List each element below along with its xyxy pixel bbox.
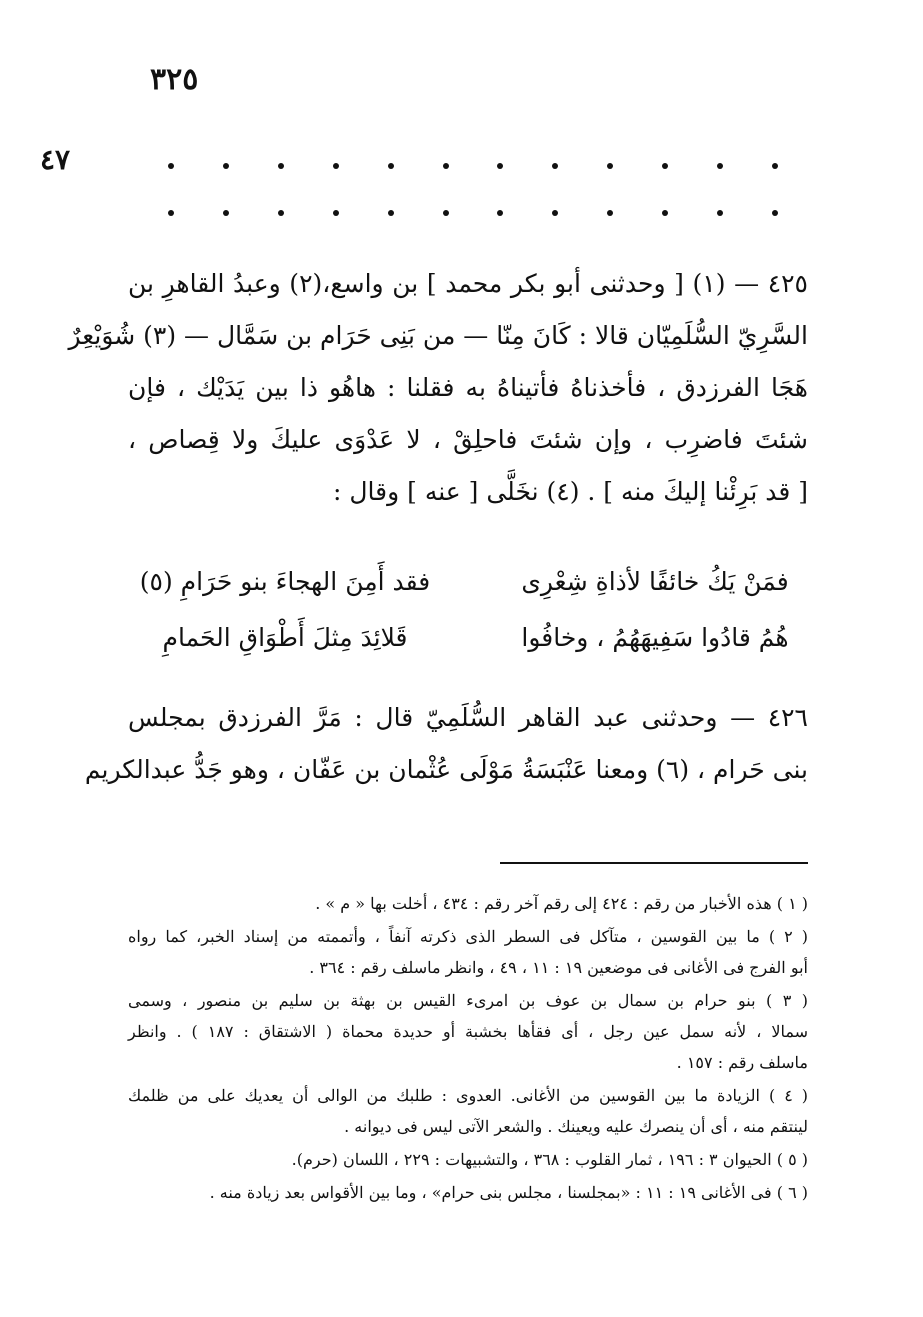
footnote-5 xyxy=(128,1144,808,1175)
dot-icon xyxy=(168,210,174,216)
verse-first-hemistich: هُمُ قادُوا سَفِيهَهُمُ ، وخافُوا xyxy=(521,623,789,652)
dot-icon xyxy=(662,163,668,169)
footnote-line: لينتقم منه ، أى أن ينصرك عليه ويعينك . والشعر الآتى ليس فى ديوانه . xyxy=(344,1117,808,1136)
ellipsis-row xyxy=(168,163,778,169)
verse xyxy=(130,554,810,610)
footnote-line: ( ٥ ) الحيوان ٣ : ١٩٦ ، ثمار القلوب : ٣٦٨ ، والتشبيهات : ٢٢٩ ، اللسان (حرم). xyxy=(291,1150,808,1169)
footnote-3 xyxy=(128,985,808,1078)
footnote-line: أبو الفرج فى الأغانى فى موضعين ١٩ : ١١ ، ٤٩ ، وانظر ماسلف رقم : ٣٦٤ . xyxy=(309,958,808,977)
footnotes xyxy=(128,888,808,1210)
footnote-separator xyxy=(500,862,808,864)
dot-icon xyxy=(552,210,558,216)
dot-icon xyxy=(333,163,339,169)
margin-page-number: ٤٧ xyxy=(40,143,71,176)
dot-icon xyxy=(278,210,284,216)
text-line: ٤٢٥ — (١) [ وحدثنى أبو بكر محمد ] بن واسع،(٢) وعبدُ القاهرِ بن xyxy=(128,269,808,298)
verse xyxy=(130,610,810,666)
footnote-line: ( ١ ) هذه الأخبار من رقم : ٤٢٤ إلى رقم آخر رقم : ٤٣٤ ، أخلت بها « م » . xyxy=(315,894,808,913)
verse-second-hemistich: فقد أَمِنَ الهجاءَ بنو حَرَامِ (٥) xyxy=(139,567,431,596)
dot-icon xyxy=(497,210,503,216)
poem xyxy=(130,554,810,666)
footnote-line: ( ٣ ) بنو حرام بن سمال بن عوف بن امرىء القيس بن بهثة بن سليم بن منصور ، وسمى xyxy=(128,991,809,1010)
dot-icon xyxy=(717,163,723,169)
dot-icon xyxy=(717,210,723,216)
text-line: بنى حَرام ، (٦) ومعنا عَنْبَسَةُ مَوْلَى عُثْمان بن عَفّان ، وهو جَدُّ عبدالكريم xyxy=(84,755,808,784)
dot-icon xyxy=(552,163,558,169)
dot-icon xyxy=(607,163,613,169)
dot-icon xyxy=(388,210,394,216)
text-line: هَجَا الفرزدق ، فأخذناهُ فأتيناهُ به فقلنا : هاهُو ذا بين يَدَيْك ، فإن xyxy=(128,373,808,402)
dot-icon xyxy=(223,163,229,169)
dot-icon xyxy=(388,163,394,169)
dot-icon xyxy=(772,163,778,169)
text-line: شئتَ فاضرِب ، وإن شئتَ فاحلِقْ ، لا عَدْوَى عليكَ ولا قِصاص ، xyxy=(128,425,808,454)
footnote-line: سمالا ، لأنه سمل عين رجل ، أى فقأها بخشبة أو حديدة محماة ( الاشتقاق : ١٨٧ ) . وانظر xyxy=(128,1022,809,1041)
text-line: السَّرِيّ السُّلَمِيّان قالا : كَانَ مِنّا — من بَنِى حَرَام بن سَمَّال — (٣) شُوَيْعِرٌ xyxy=(68,321,808,350)
dot-icon xyxy=(497,163,503,169)
dot-icon xyxy=(223,210,229,216)
dot-icon xyxy=(607,210,613,216)
footnote-line: ماسلف رقم : ١٥٧ . xyxy=(676,1053,808,1072)
paragraph-426 xyxy=(84,692,808,796)
footnote-line: ( ٢ ) ما بين القوسين ، متآكل فى السطر الذى ذكرته آنفاً ، وأتممته من إسناد الخبر، كما رواه xyxy=(128,927,809,946)
footnote-6 xyxy=(128,1177,808,1208)
dot-icon xyxy=(278,163,284,169)
ellipsis-row xyxy=(168,210,778,216)
footnote-1 xyxy=(128,888,808,919)
dot-icon xyxy=(443,163,449,169)
paragraph-425 xyxy=(68,258,808,518)
dot-icon xyxy=(662,210,668,216)
dot-icon xyxy=(443,210,449,216)
footnote-line: ( ٦ ) فى الأغانى ١٩ : ١١ : «بمجلسنا ، مجلس بنى حرام» ، وما بين الأقواس بعد زيادة منه . xyxy=(209,1183,808,1202)
dot-icon xyxy=(772,210,778,216)
page-number: ٣٢٥ xyxy=(150,62,199,97)
dot-icon xyxy=(168,163,174,169)
footnote-line: ( ٤ ) الزيادة ما بين القوسين من الأغانى. العدوى : طلبك من الوالى أن يعديك على من ظلمك xyxy=(128,1086,809,1105)
verse-first-hemistich: فمَنْ يَكُ خائفًا لأذاةِ شِعْرِى xyxy=(521,567,789,596)
verse-second-hemistich: قَلائِدَ مِثلَ أَطْوَاقِ الحَمامِ xyxy=(162,623,408,652)
dot-icon xyxy=(333,210,339,216)
footnote-4 xyxy=(128,1080,808,1142)
footnote-2 xyxy=(128,921,808,983)
text-line: [ قد بَرِئْنا إليكَ منه ] . (٤) نخَلَّى [ عنه ] وقال : xyxy=(333,477,808,506)
text-line: ٤٢٦ — وحدثنى عبد القاهر السُّلَمِيّ قال : مَرَّ الفرزدق بمجلس xyxy=(128,703,808,732)
